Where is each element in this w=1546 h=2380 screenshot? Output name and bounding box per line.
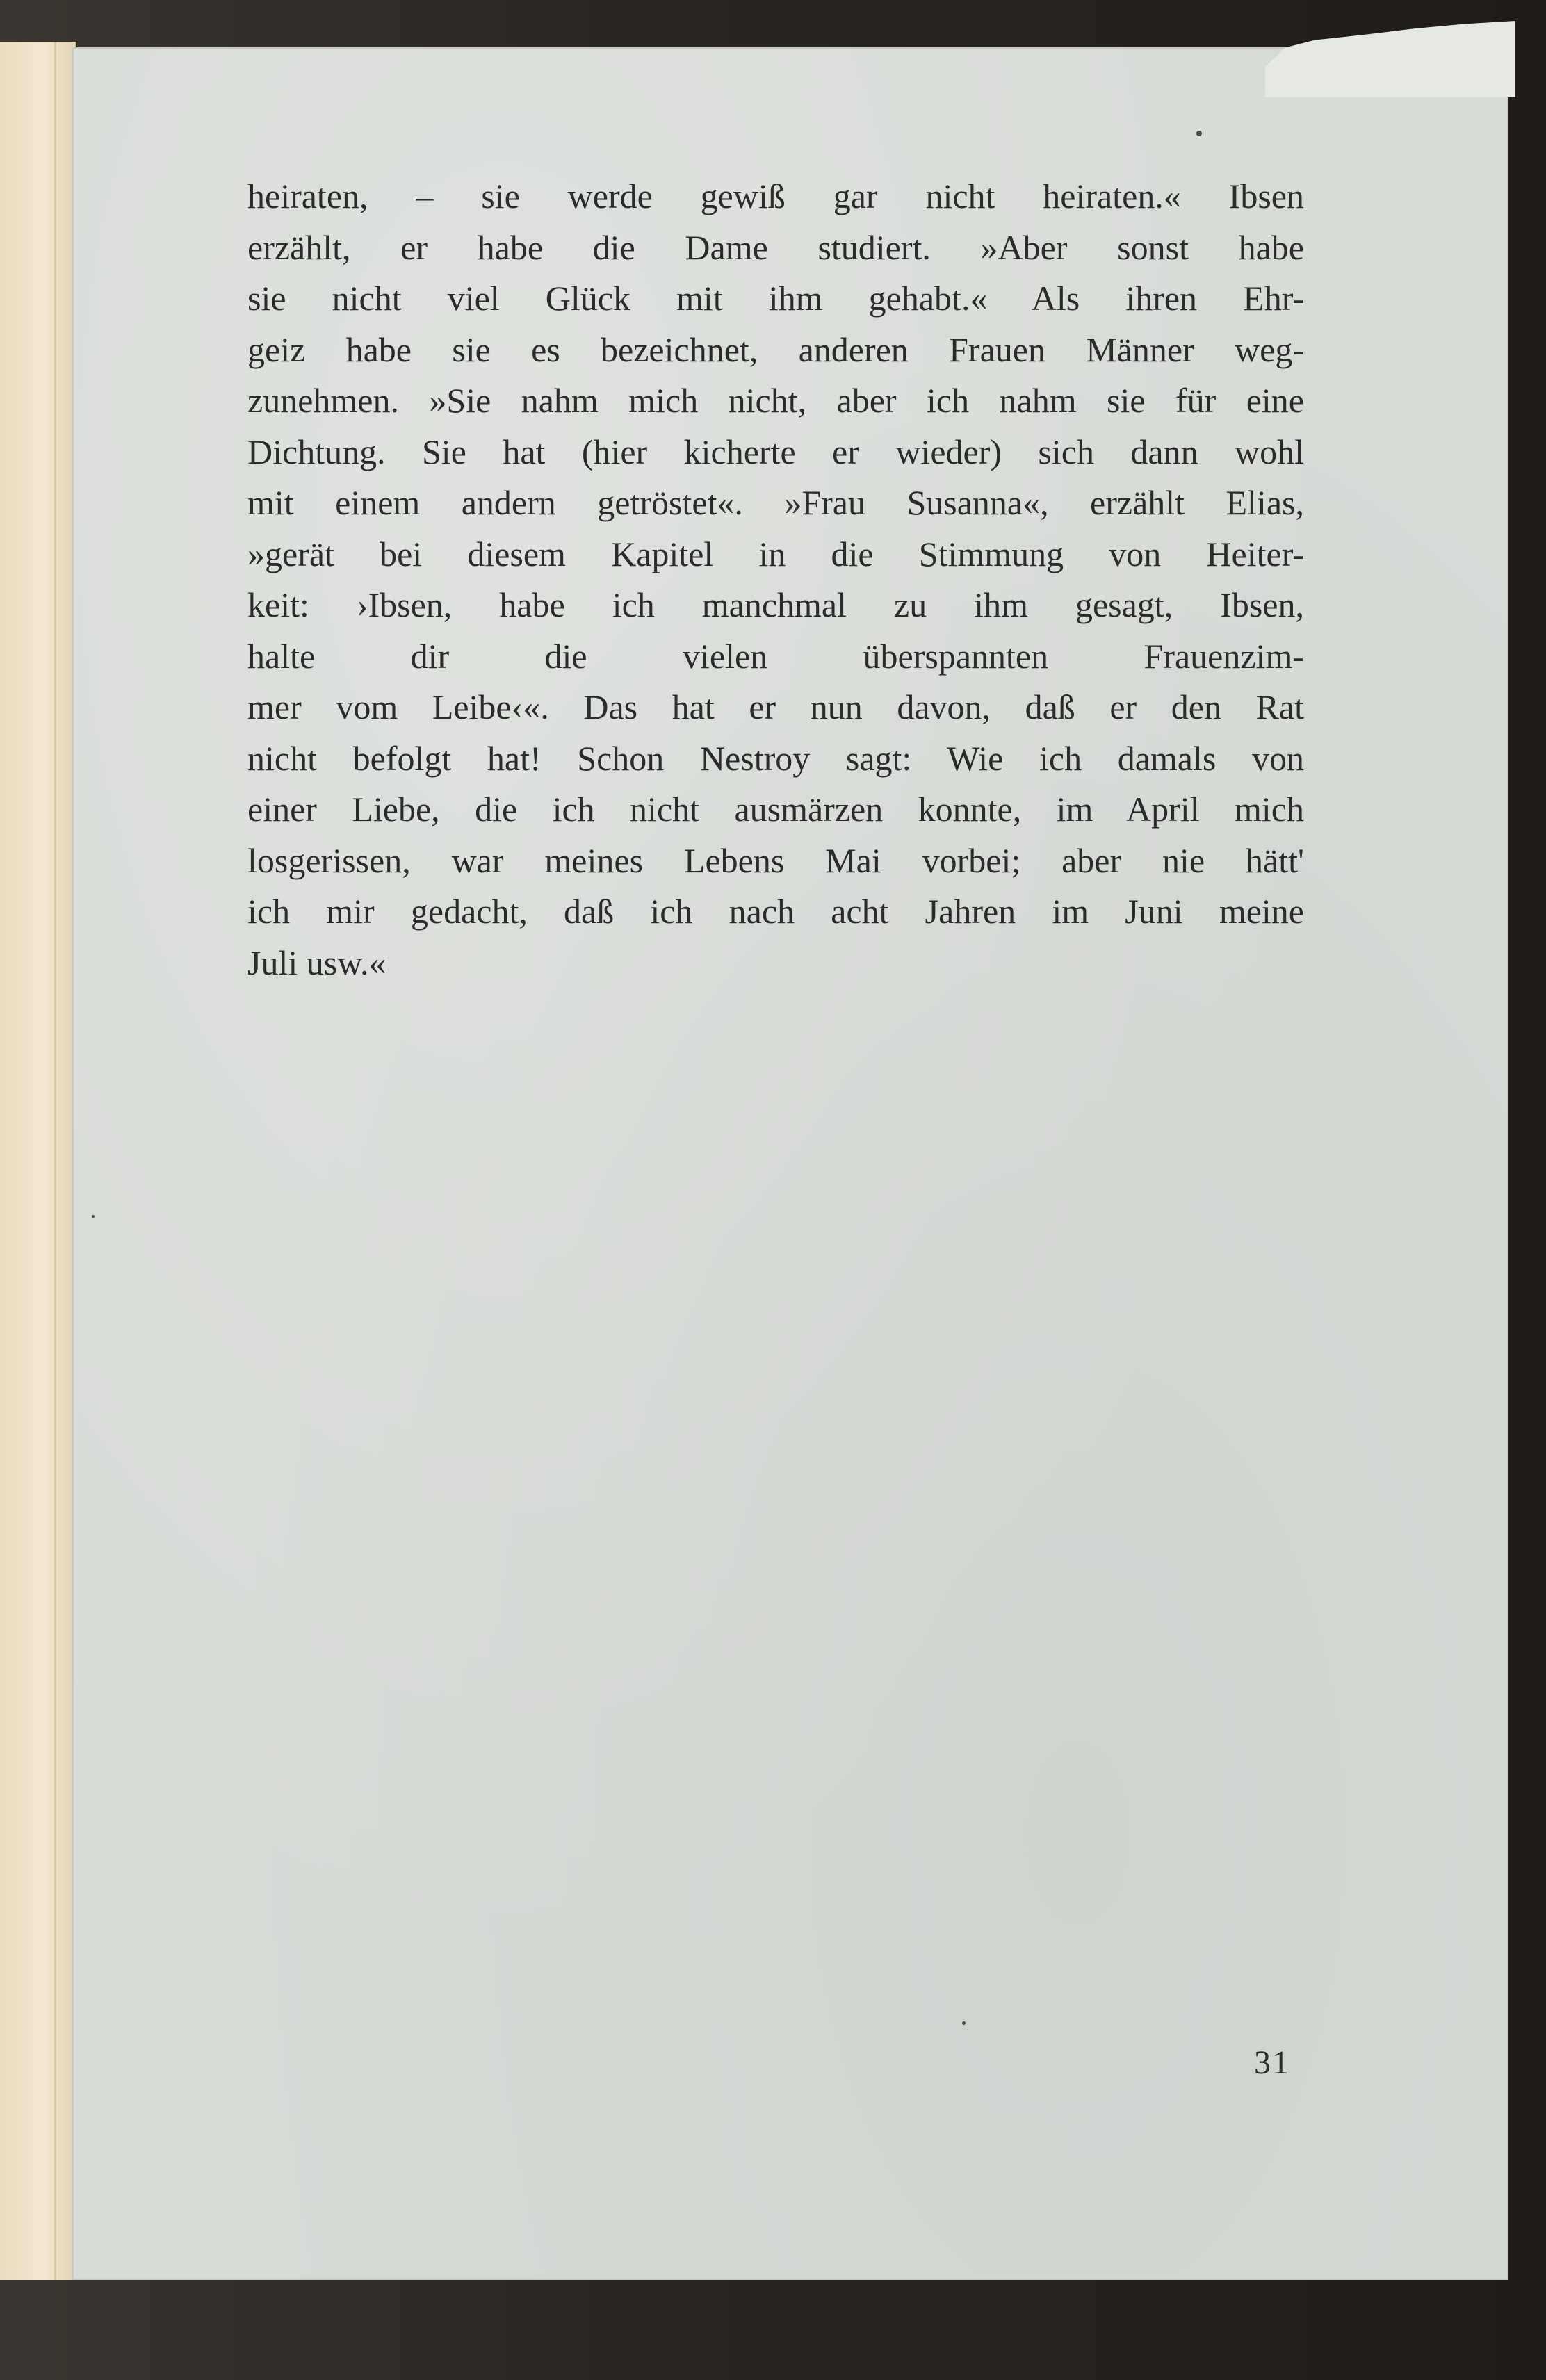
text-line: einer Liebe, die ich nicht ausmärzen konnte, im April mich [247, 790, 1304, 829]
page-number: 31 [1254, 2044, 1290, 2081]
text-line: heiraten, – sie werde gewiß gar nicht heiraten.« Ibsen [247, 177, 1304, 215]
text-line: zunehmen. »Sie nahm mich nicht, aber ich nahm sie für eine [247, 381, 1304, 420]
text-line: losgerissen, war meines Lebens Mai vorbei; aber nie hätt' [247, 840, 1304, 880]
paper-speck [962, 2021, 966, 2025]
text-line: erzählt, er habe die Dame studiert. »Aber sonst habe [247, 227, 1304, 267]
book-cover-edge [0, 42, 76, 2280]
cover-fold-line [54, 42, 56, 2280]
text-line: Juli usw.« [247, 943, 386, 982]
body-text [247, 171, 1304, 988]
text-line: »gerät bei diesem Kapitel in die Stimmung von Heiter- [247, 534, 1304, 573]
text-line: keit: ›Ibsen, habe ich manchmal zu ihm gesagt, Ibsen, [247, 585, 1304, 624]
text-line: halte dir die vielen überspannten Frauenzim- [247, 636, 1304, 676]
paper-speck [1196, 131, 1202, 136]
text-line: sie nicht viel Glück mit ihm gehabt.« Als ihren Ehr- [247, 279, 1304, 318]
text-line: mer vom Leibe‹«. Das hat er nun davon, daß er den Rat [247, 687, 1304, 726]
paper-speck [92, 1215, 95, 1218]
text-line: geiz habe sie es bezeichnet, anderen Frauen Männer weg- [247, 329, 1304, 369]
text-line: ich mir gedacht, daß ich nach acht Jahren im Juni meine [247, 892, 1304, 931]
text-line: Dichtung. Sie hat (hier kicherte er wieder) sich dann wohl [247, 432, 1304, 471]
text-line: mit einem andern getröstet«. »Frau Susanna«, erzählt Elias, [247, 483, 1304, 522]
text-line: nicht befolgt hat! Schon Nestroy sagt: Wie ich damals von [247, 738, 1304, 778]
